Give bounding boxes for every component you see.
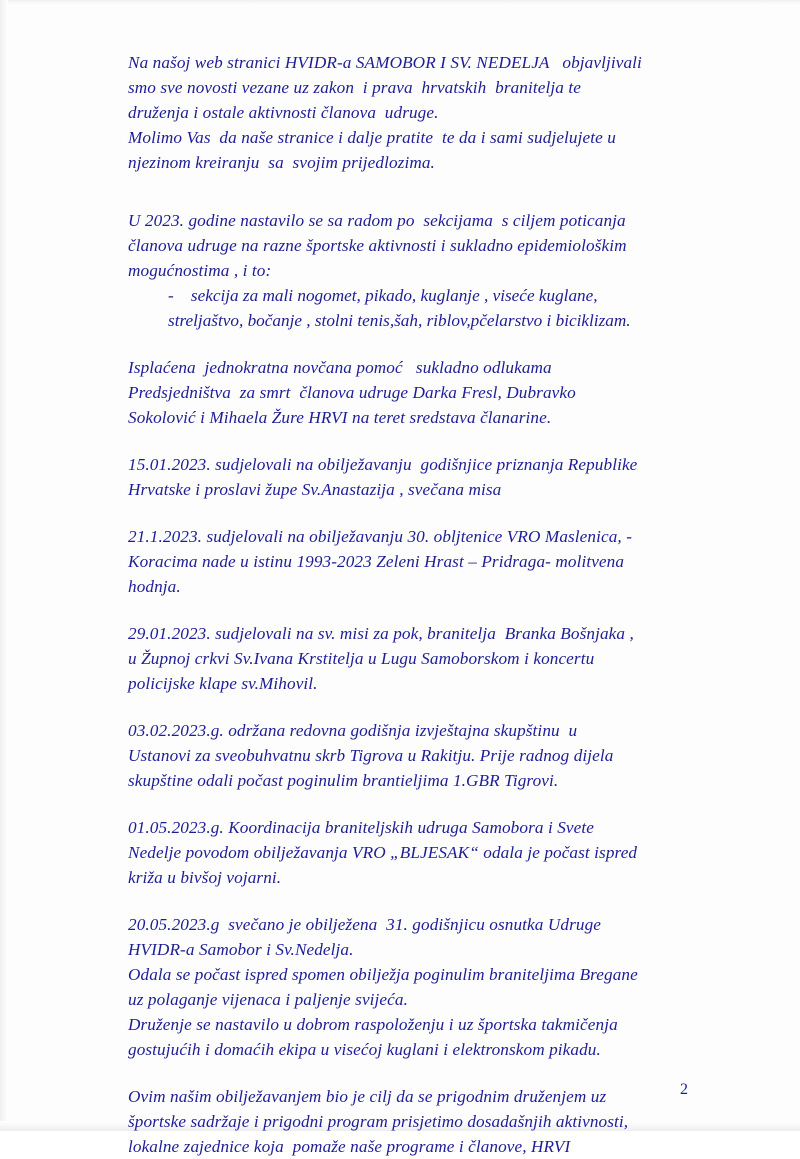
text-line: Hrvatske i proslavi župe Sv.Anastazija , svečana misa	[128, 480, 502, 499]
paragraph-event-21-01	[128, 524, 708, 599]
text-line: Na našoj web stranici HVIDR-a SAMOBOR I SV. NEDELJA objavljivali	[128, 53, 642, 72]
paragraph-intro	[128, 50, 708, 175]
spacer	[128, 696, 708, 718]
paragraph-sections-2023	[128, 208, 708, 283]
text-line: skupštine odali počast poginulim brantieljima 1.GBR Tigrovi.	[128, 771, 559, 790]
text-line: 20.05.2023.g svečano je obilježena 31. godišnjicu osnutka Udruge	[128, 915, 601, 934]
text-line: križa u bivšoj vojarni.	[128, 868, 282, 887]
paragraph-closing	[128, 1084, 708, 1159]
text-line: U 2023. godine nastavilo se sa radom po sekcijama s ciljem poticanja	[128, 211, 626, 230]
text-line: mogućnostima , i to:	[128, 261, 272, 280]
text-line: Nedelje povodom obilježavanja VRO „BLJESAK“ odala je počast ispred	[128, 843, 638, 862]
spacer	[128, 1062, 708, 1084]
text-line: Sokolović i Mihaela Žure HRVI na teret sredstava članarine.	[128, 408, 552, 427]
text-line: njezinom kreiranju sa svojim prijedlozima.	[128, 153, 435, 172]
text-line: Predsjedništva za smrt članova udruge Darka Fresl, Dubravko	[128, 383, 576, 402]
text-line: u Župnoj crkvi Sv.Ivana Krstitelja u Lugu Samoborskom i koncertu	[128, 649, 595, 668]
paragraph-financial-aid	[128, 355, 708, 430]
paragraph-event-15-01	[128, 452, 708, 502]
spacer	[128, 502, 708, 524]
text-line: HVIDR-a Samobor i Sv.Nedelja.	[128, 940, 354, 959]
spacer	[128, 333, 708, 355]
text-line: Molimo Vas da naše stranice i dalje pratite te da i sami sudjelujete u	[128, 128, 616, 147]
text-line: lokalne zajednice koja pomaže naše programe i članove, HRVI	[128, 1137, 571, 1156]
list-item-continuation: streljaštvo, bočanje , stolni tenis,šah, riblov,pčelarstvo i biciklizam.	[168, 311, 631, 330]
scan-edge-left	[0, 0, 8, 1131]
text-line: 21.1.2023. sudjelovali na obilježavanju 30. obljtenice VRO Maslenica, -	[128, 527, 633, 546]
text-line: Isplaćena jednokratna novčana pomoć sukladno odlukama	[128, 358, 552, 377]
text-line: policijske klape sv.Mihovil.	[128, 674, 318, 693]
spacer	[128, 599, 708, 621]
text-line: Ustanovi za sveobuhvatnu skrb Tigrova u Rakitju. Prije radnog dijela	[128, 746, 614, 765]
text-line: druženja i ostale aktivnosti članova udruge.	[128, 103, 439, 122]
document-body	[128, 50, 708, 1159]
list-sections	[168, 283, 708, 333]
paragraph-event-20-05	[128, 912, 708, 1062]
text-line: 15.01.2023. sudjelovali na obilježavanju godišnjice priznanja Republike	[128, 455, 638, 474]
text-line: Ovim našim obilježavanjem bio je cilj da se prigodnim druženjem uz	[128, 1087, 607, 1106]
text-line: športske sadržaje i prigodni program prisjetimo dosadašnjih aktivnosti,	[128, 1112, 629, 1131]
paragraph-event-01-05	[128, 815, 708, 890]
text-line: članova udruge na razne športske aktivnosti i sukladno epidemiološkim	[128, 236, 627, 255]
text-line: 29.01.2023. sudjelovali na sv. misi za pok, branitelja Branka Bošnjaka ,	[128, 624, 634, 643]
text-line: 01.05.2023.g. Koordinacija braniteljskih udruga Samobora i Svete	[128, 818, 594, 837]
text-line: smo sve novosti vezane uz zakon i prava hrvatskih branitelja te	[128, 78, 581, 97]
text-line: hodnja.	[128, 577, 181, 596]
page-number: 2	[680, 1081, 688, 1098]
text-line: Koracima nade u istinu 1993-2023 Zeleni Hrast – Pridraga- molitvena	[128, 552, 625, 571]
scan-edge-top	[0, 0, 800, 6]
spacer	[128, 890, 708, 912]
text-line: Druženje se nastavilo u dobrom raspoloženju i uz športska takmičenja	[128, 1015, 618, 1034]
text-line: 03.02.2023.g. održana redovna godišnja izvještajna skupštinu u	[128, 721, 578, 740]
text-line: gostujućih i domaćih ekipa u visećoj kuglani i elektronskom pikadu.	[128, 1040, 601, 1059]
text-line: Odala se počast ispred spomen obilježja poginulim braniteljima Bregane	[128, 965, 638, 984]
paragraph-event-29-01	[128, 621, 708, 696]
spacer	[128, 430, 708, 452]
spacer	[128, 793, 708, 815]
text-line: uz polaganje vijenaca i paljenje svijeća.	[128, 990, 408, 1009]
paragraph-event-03-02	[128, 718, 708, 793]
spacer	[128, 175, 708, 208]
list-item: - sekcija za mali nogomet, pikado, kuglanje , viseće kuglane,	[168, 286, 598, 305]
